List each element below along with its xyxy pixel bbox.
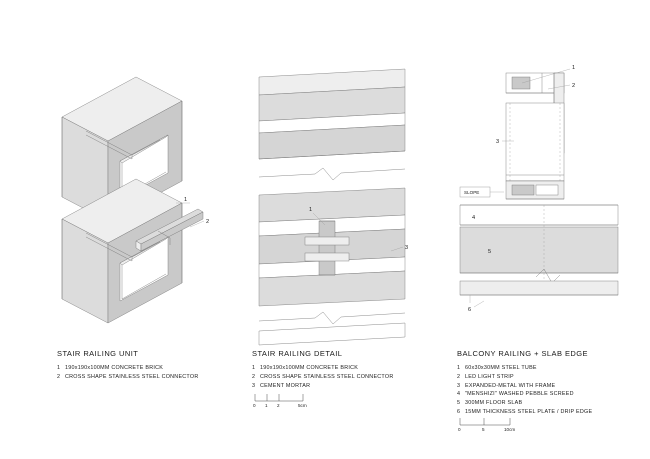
callout-5 <box>488 249 491 255</box>
svg-text:1: 1 <box>309 207 313 213</box>
legend-number: 5 <box>457 400 461 406</box>
legend-item <box>252 373 393 382</box>
legend-list <box>457 364 592 417</box>
section-balcony-railing <box>450 55 625 325</box>
svg-text:3: 3 <box>496 139 500 145</box>
base-frame-block <box>506 181 564 199</box>
svg-text:6: 6 <box>468 307 472 313</box>
legend-text: 60x30x30MM STEEL TUBE <box>465 365 537 371</box>
callout-4 <box>472 215 475 221</box>
caption-stair-railing-unit <box>57 349 198 382</box>
legend-number: 1 <box>57 365 61 371</box>
scale-tick-1: 1 <box>265 403 268 408</box>
caption-stair-railing-detail <box>252 349 393 390</box>
legend-item <box>457 364 592 373</box>
caption-title: BALCONY RAILING + SLAB EDGE <box>457 349 589 358</box>
caption-balcony-railing-slab-edge <box>457 349 592 417</box>
svg-text:4: 4 <box>472 215 476 221</box>
svg-text:1: 1 <box>184 197 188 203</box>
svg-text:5: 5 <box>488 249 492 255</box>
legend-number: 1 <box>252 365 256 371</box>
legend-text: CEMENT MORTAR <box>260 382 311 389</box>
svg-text:2: 2 <box>206 219 210 225</box>
drip-edge-plate <box>460 281 618 303</box>
legend-number: 6 <box>457 408 461 415</box>
legend-text: CROSS SHAPE STAINLESS STEEL CONNECTOR <box>65 373 199 380</box>
axonometric-exploded-view <box>40 55 230 335</box>
expanded-metal-panel <box>506 103 564 181</box>
legend-number: 3 <box>457 382 461 389</box>
legend-item <box>57 364 198 373</box>
legend-item <box>457 373 592 382</box>
slope-annotation <box>460 187 504 197</box>
scalebar-balcony-railing <box>458 416 548 432</box>
svg-text:3: 3 <box>405 245 409 251</box>
legend-item <box>57 373 198 382</box>
caption-title: STAIR RAILING DETAIL <box>252 349 343 358</box>
legend-number: 3 <box>252 382 256 389</box>
legend-text: CROSS SHAPE STAINLESS STEEL CONNECTOR <box>260 373 394 380</box>
legend-number: 1 <box>457 365 461 371</box>
legend-number: 2 <box>252 373 256 380</box>
legend-item <box>252 382 393 391</box>
legend-number: 4 <box>457 391 461 398</box>
scale-unit: 5cm <box>298 403 307 408</box>
legend-text: "MENSHIZI" WASHED PEBBLE SCREED <box>465 391 574 398</box>
scale-tick-0: 0 <box>253 403 256 408</box>
legend-item <box>457 382 592 391</box>
section-band-bottom <box>259 323 405 345</box>
section-stair-railing <box>245 55 415 340</box>
scale-tick-1: 5 <box>482 427 485 432</box>
svg-text:SLOPE: SLOPE <box>464 190 480 195</box>
scale-tick-2: 2 <box>277 403 280 408</box>
svg-text:1: 1 <box>572 65 576 71</box>
legend-item <box>252 364 393 373</box>
caption-title: STAIR RAILING UNIT <box>57 349 139 358</box>
legend-number: 2 <box>57 373 61 380</box>
callout-6 <box>468 301 484 313</box>
scale-tick-0: 0 <box>458 427 461 432</box>
break-line-top <box>259 168 405 180</box>
legend-text: 15MM THICKNESS STEEL PLATE / DRIP EDGE <box>465 408 593 415</box>
drawing-balcony-railing-slab-edge <box>450 55 625 325</box>
legend-number: 2 <box>457 373 461 380</box>
legend-text: 190x190x100MM CONCRETE BRICK <box>260 365 359 371</box>
pebble-screed-layer <box>460 205 618 225</box>
scalebar-stair-railing-detail <box>253 392 333 408</box>
legend-item <box>457 399 592 408</box>
break-line-bottom <box>259 312 405 324</box>
legend-text: EXPANDED-METAL WITH FRAME <box>465 382 556 389</box>
legend-list <box>57 364 198 382</box>
scale-unit: 10cm <box>504 427 516 432</box>
section-band-top <box>259 69 405 159</box>
drawing-stair-railing-unit <box>40 55 230 335</box>
legend-text: LED LIGHT STRIP <box>465 373 514 380</box>
svg-text:2: 2 <box>572 83 576 89</box>
drawing-stair-railing-detail <box>245 55 415 340</box>
legend-list <box>252 364 393 390</box>
legend-item <box>457 390 592 399</box>
legend-text: 300MM FLOOR SLAB <box>465 400 523 406</box>
legend-text: 190x190x100MM CONCRETE BRICK <box>65 365 164 371</box>
